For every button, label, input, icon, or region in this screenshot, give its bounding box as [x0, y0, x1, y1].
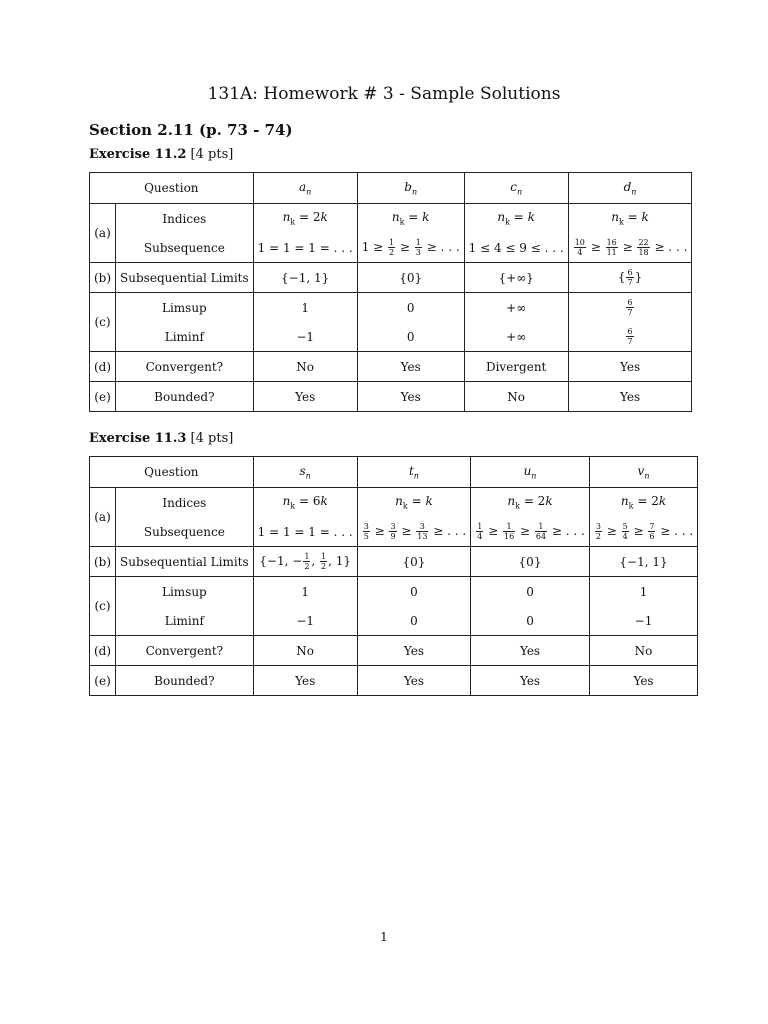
table-cell: {−1, − $\frac{1}{2}$ , $\frac{1}{2}$ , 1}	[253, 547, 357, 577]
table-cell: 1	[253, 577, 357, 607]
exercise-label: Exercise 11.3	[89, 431, 187, 446]
table-cell: $\frac{6}{7}$	[568, 293, 692, 323]
header-col: $b_n$	[357, 173, 464, 204]
table-cell: 1 ≥ $\frac{1}{2}$ ≥ $\frac{1}{3}$ ≥ . . .	[357, 233, 464, 263]
table-cell: $\frac{1}{4}$ ≥ $\frac{1}{16}$ ≥ $\frac{1}{64}$ ≥ . . .	[471, 517, 590, 547]
header-col: $a_n$	[253, 173, 357, 204]
table-cell: Yes	[357, 352, 464, 382]
table-cell: $n_k = k$	[464, 204, 568, 234]
table-cell: Yes	[568, 382, 692, 412]
row-question: Subsequential Limits	[116, 547, 254, 577]
table-row	[90, 204, 692, 234]
table-cell: $n_k = 2k$	[253, 204, 357, 234]
table-row	[90, 517, 698, 547]
row-question: Limsup	[116, 577, 254, 607]
table-cell: 1 ≤ 4 ≤ 9 ≤ . . .	[464, 233, 568, 263]
table-cell: 0	[357, 577, 471, 607]
row-question: Liminf	[116, 606, 254, 636]
exercise-11-2-heading	[89, 147, 233, 162]
row-label: (e)	[90, 382, 116, 412]
exercise-points: [4 pts]	[186, 147, 234, 162]
table-row	[90, 547, 698, 577]
table-cell: +∞	[464, 322, 568, 352]
table-cell: 0	[357, 293, 464, 323]
table-row	[90, 666, 698, 696]
table-cell: 1 = 1 = 1 = . . .	[253, 517, 357, 547]
table-cell: $\frac{6}{7}$	[568, 322, 692, 352]
table-cell: 0	[357, 606, 471, 636]
table-cell: No	[589, 636, 697, 666]
table-cell: {0}	[357, 263, 464, 293]
table-cell: {−1, 1}	[253, 263, 357, 293]
table-cell: 0	[471, 606, 590, 636]
table-cell: Yes	[253, 666, 357, 696]
table-cell: $n_k = k$	[568, 204, 692, 234]
table-cell: {0}	[357, 547, 471, 577]
table-header-row	[90, 173, 692, 204]
section-heading: Section 2.11 (p. 73 - 74)	[89, 121, 293, 139]
table-cell: Divergent	[464, 352, 568, 382]
header-question: Question	[90, 457, 254, 488]
page-title: 131A: Homework # 3 - Sample Solutions	[207, 84, 561, 104]
table-cell: Yes	[357, 382, 464, 412]
table-row	[90, 263, 692, 293]
row-question: Limsup	[116, 293, 254, 323]
row-label: (e)	[90, 666, 116, 696]
table-cell: −1	[253, 322, 357, 352]
table-row	[90, 233, 692, 263]
table-cell: 1 = 1 = 1 = . . .	[253, 233, 357, 263]
row-question: Bounded?	[116, 382, 254, 412]
table-row	[90, 606, 698, 636]
table-cell: $n_k = 2k$	[471, 488, 590, 518]
table-row	[90, 322, 692, 352]
row-question: Convergent?	[116, 636, 254, 666]
table-row	[90, 293, 692, 323]
table-cell: −1	[253, 606, 357, 636]
table-cell: Yes	[357, 636, 471, 666]
row-label: (c)	[90, 577, 116, 636]
table-cell: Yes	[253, 382, 357, 412]
table-cell: No	[464, 382, 568, 412]
row-question: Subsequential Limits	[116, 263, 254, 293]
table-cell: {+∞}	[464, 263, 568, 293]
table-cell: $\frac{10}{4}$ ≥ $\frac{16}{11}$ ≥ $\frac{22}{18}$ ≥ . . .	[568, 233, 692, 263]
row-question: Liminf	[116, 322, 254, 352]
table-cell: {0}	[471, 547, 590, 577]
table-cell: $\frac{3}{2}$ ≥ $\frac{5}{4}$ ≥ $\frac{7}{6}$ ≥ . . .	[589, 517, 697, 547]
exercise-label: Exercise 11.2	[89, 147, 187, 162]
header-col: $d_n$	[568, 173, 692, 204]
row-question: Indices	[116, 488, 254, 518]
table-cell: No	[253, 352, 357, 382]
row-label: (c)	[90, 293, 116, 352]
exercise-11-3-heading	[89, 431, 233, 446]
row-question: Bounded?	[116, 666, 254, 696]
row-label: (a)	[90, 204, 116, 263]
table-row	[90, 577, 698, 607]
table-cell: $\frac{3}{5}$ ≥ $\frac{3}{9}$ ≥ $\frac{3}{13}$ ≥ . . .	[357, 517, 471, 547]
table-cell: Yes	[471, 636, 590, 666]
table-cell: Yes	[471, 666, 590, 696]
exercise-points: [4 pts]	[186, 431, 234, 446]
row-label: (b)	[90, 263, 116, 293]
header-col: $v_n$	[589, 457, 697, 488]
table-cell: Yes	[568, 352, 692, 382]
header-col: $u_n$	[471, 457, 590, 488]
table-row	[90, 382, 692, 412]
table-cell: 1	[589, 577, 697, 607]
table-cell: {−1, 1}	[589, 547, 697, 577]
row-label: (d)	[90, 636, 116, 666]
table-cell: $n_k = k$	[357, 204, 464, 234]
row-question: Convergent?	[116, 352, 254, 382]
header-col: $t_n$	[357, 457, 471, 488]
table-cell: $n_k = 2k$	[589, 488, 697, 518]
exercise-11-2-table	[89, 172, 692, 412]
row-label: (d)	[90, 352, 116, 382]
table-cell: 1	[253, 293, 357, 323]
table-cell: $n_k = 6k$	[253, 488, 357, 518]
table-cell: 0	[357, 322, 464, 352]
row-question: Subsequence	[116, 233, 254, 263]
table-header-row	[90, 457, 698, 488]
table-cell: 0	[471, 577, 590, 607]
row-label: (b)	[90, 547, 116, 577]
row-label: (a)	[90, 488, 116, 547]
table-cell: No	[253, 636, 357, 666]
table-row	[90, 352, 692, 382]
table-cell: −1	[589, 606, 697, 636]
exercise-11-3-table	[89, 456, 698, 696]
table-cell: Yes	[357, 666, 471, 696]
table-row	[90, 488, 698, 518]
table-row	[90, 636, 698, 666]
row-question: Subsequence	[116, 517, 254, 547]
header-col: $s_n$	[253, 457, 357, 488]
table-cell: +∞	[464, 293, 568, 323]
table-cell: Yes	[589, 666, 697, 696]
page-number: 1	[380, 930, 388, 944]
header-col: $c_n$	[464, 173, 568, 204]
table-cell: { $\frac{6}{7}$ }	[568, 263, 692, 293]
table-cell: $n_k = k$	[357, 488, 471, 518]
row-question: Indices	[116, 204, 254, 234]
header-question: Question	[90, 173, 254, 204]
